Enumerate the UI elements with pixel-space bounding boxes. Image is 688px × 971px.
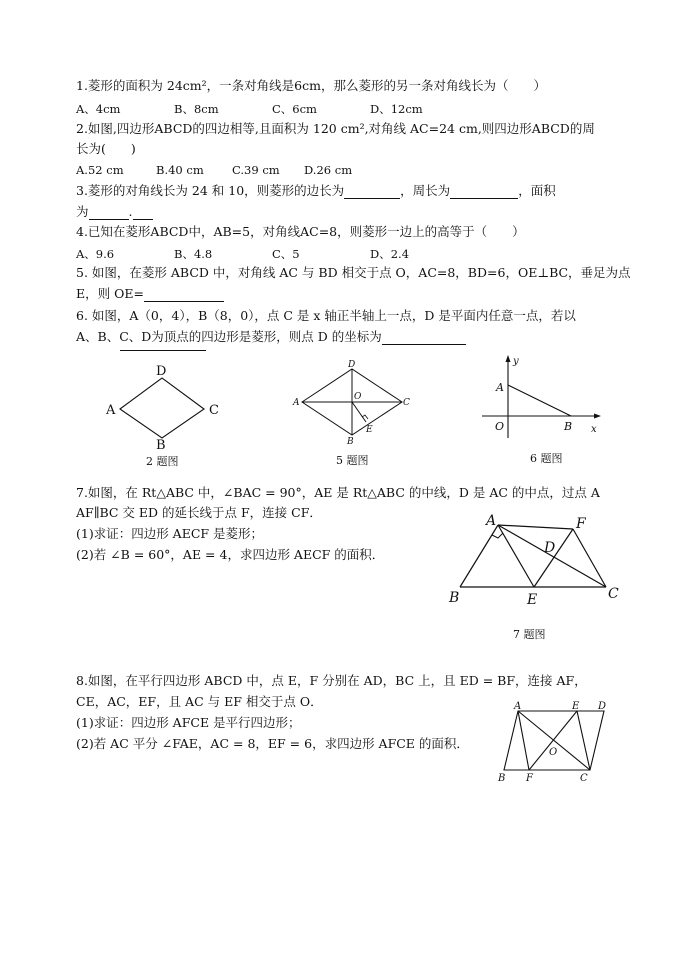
f6-y-arrow: [506, 355, 511, 362]
q3-blank-area-tail[interactable]: [133, 207, 153, 220]
figure-2: [100, 360, 230, 453]
figure-6: [478, 354, 608, 444]
q3-blank-area[interactable]: [89, 207, 129, 220]
q8-line2: CE，AC，EF，且 AC 与 EF 相交于点 O．: [76, 694, 323, 709]
f2-caption: 2 题图: [146, 455, 179, 468]
f7-right-angle-mark: [492, 533, 503, 538]
q4-option-c: C、5: [272, 247, 300, 261]
f6-caption: 6 题图: [530, 452, 563, 465]
f7-segment-af: [498, 525, 573, 529]
q3-blank-side[interactable]: [344, 186, 400, 199]
f2-label-c: C: [209, 403, 219, 418]
q1-option-c: C、6cm: [272, 102, 317, 116]
f7-label-d: D: [544, 540, 556, 556]
f8-label-b: B: [498, 773, 506, 784]
f2-label-b: B: [156, 438, 166, 453]
f7-label-e: E: [527, 592, 538, 608]
f8-label-a: A: [514, 701, 522, 712]
f6-label-y: y: [513, 356, 519, 367]
q6-line1: 6. 如图，A（0，4），B（8，0），点 C 是 x 轴正半轴上一点，D 是平面内任意一点，若以: [76, 308, 576, 323]
f5-caption: 5 题图: [336, 454, 369, 467]
q2-options: [76, 163, 352, 177]
f8-label-c: C: [580, 773, 588, 784]
q8-line4: (2)若 AC 平分 ∠FAE，AC = 8，EF = 6，求四边形 AFCE 的面积．: [76, 736, 469, 751]
q8-line3: (1)求证：四边形 AFCE 是平行四边形；: [76, 715, 301, 730]
f5-label-d: D: [348, 360, 356, 370]
q4-stem: 4.已知在菱形ABCD中，AB=5，对角线AC=8，则菱形一边上的高等于（ ）: [76, 224, 525, 239]
figure-5: [290, 358, 420, 450]
q1-option-d: D、12cm: [370, 102, 423, 116]
q5-line2: E，则 OE=: [76, 286, 224, 302]
q7-line3: (1)求证：四边形 AECF 是菱形；: [76, 526, 264, 541]
f6-label-a: A: [496, 381, 504, 394]
f6-segment-ab: [508, 385, 571, 416]
f5-label-e: E: [366, 425, 373, 435]
q1-option-a: A、4cm: [76, 102, 121, 116]
f7-label-c: C: [608, 586, 619, 602]
q1-option-b: B、8cm: [174, 102, 219, 116]
f2-rhombus: [120, 378, 204, 438]
q1-options: [76, 101, 423, 117]
q2-line1: 2.如图,四边形ABCD的四边相等,且面积为 120 cm²,对角线 AC=24 cm,则四边形ABCD的周: [76, 121, 595, 136]
q3-line2: 为 .: [76, 204, 153, 220]
figure-7: [446, 510, 626, 610]
f6-label-x: x: [591, 424, 597, 435]
q8-line1: 8.如图，在平行四边形 ABCD 中，点 E，F 分别在 AD，BC 上，且 ED = BF，连接 AF，: [76, 673, 587, 688]
f7-segment-ac: [498, 525, 606, 587]
f7-label-f: F: [576, 516, 586, 532]
f6-label-o: O: [495, 420, 505, 433]
f7-segment-ae: [498, 525, 534, 587]
f6-x-arrow: [594, 414, 601, 419]
q7-line4: (2)若 ∠B = 60°，AE = 4，求四边形 AECF 的面积．: [76, 547, 385, 562]
q4-option-b: B、4.8: [174, 247, 213, 261]
f2-label-d: D: [156, 364, 167, 379]
f7-label-a: A: [486, 513, 497, 529]
f5-segment-oe: [352, 402, 366, 422]
f8-label-e: E: [572, 701, 580, 712]
q2-option-b: B.40 cm: [156, 163, 204, 177]
q6-line2: A、B、C、D为顶点的四边形是菱形，则点 D 的坐标为: [76, 329, 466, 345]
f7-label-b: B: [449, 590, 460, 606]
q2-option-c: C.39 cm: [232, 163, 280, 177]
q7-line1: 7.如图，在 Rt△ABC 中，∠BAC = 90°，AE 是 Rt△ABC 的中线，D 是 AC 的中点，过点 A: [76, 485, 600, 500]
f7-segment-ab: [460, 525, 498, 587]
f5-label-c: C: [403, 398, 410, 408]
f8-label-d: D: [598, 701, 607, 712]
f7-caption: 7 题图: [513, 628, 546, 641]
q4-option-d: D、2.4: [370, 247, 410, 261]
q5-line1: 5. 如图，在菱形 ABCD 中，对角线 AC 与 BD 相交于点 O，AC=8，BD=6，OE⊥BC，垂足为点: [76, 265, 631, 280]
q2-option-d: D.26 cm: [304, 163, 353, 177]
q6-underline: [120, 350, 206, 351]
q2-option-a: A.52 cm: [76, 163, 124, 177]
f6-label-b: B: [564, 420, 573, 433]
f7-segment-ef: [534, 529, 573, 587]
f8-label-o: O: [549, 747, 558, 758]
q4-option-a: A、9.6: [76, 247, 115, 261]
f2-label-a: A: [106, 403, 116, 418]
q1-stem: 1.菱形的面积为 24cm²，一条对角线是6cm，那么菱形的另一条对角线长为（ ）: [76, 78, 546, 93]
q6-blank-d[interactable]: [382, 332, 466, 345]
figure-8: [494, 700, 624, 788]
f5-label-o: O: [354, 392, 362, 402]
f5-label-b: B: [347, 437, 354, 447]
q5-blank-oe[interactable]: [144, 289, 224, 302]
q3-line1: 3.菱形的对角线长为 24 和 10，则菱形的边长为 ，周长为 ，面积: [76, 183, 556, 198]
q7-line2: AF∥BC 交 ED 的延长线于点 F，连接 CF．: [76, 505, 322, 520]
f8-segment-ef: [529, 711, 577, 770]
q3-blank-perimeter[interactable]: [450, 186, 518, 199]
f7-segment-fc: [573, 529, 606, 587]
f8-segment-af: [518, 711, 529, 770]
f5-label-a: A: [293, 398, 300, 408]
q4-options: [76, 246, 409, 262]
q2-line2: 长为( ): [76, 141, 136, 156]
f8-label-f: F: [526, 773, 533, 784]
